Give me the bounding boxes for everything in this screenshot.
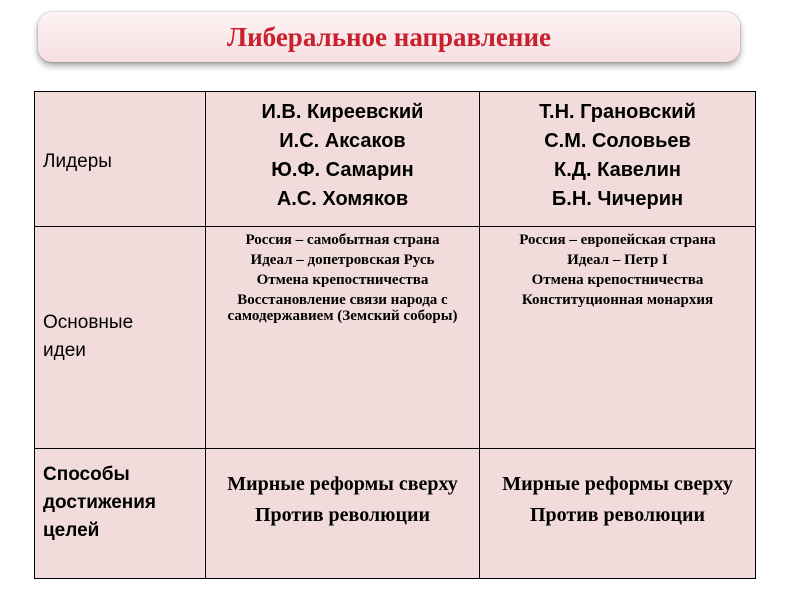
ideas-cell-left [206, 227, 480, 449]
leader-name: Ю.Ф. Самарин [271, 159, 414, 181]
row-label-text: Основные [43, 312, 134, 333]
methods-cell-left [206, 449, 480, 579]
method-item: Мирные реформы сверху [227, 473, 458, 495]
leader-name: И.В. Киреевский [261, 101, 424, 123]
row-label-text: Лидеры [43, 151, 112, 172]
methods-cell-right [480, 449, 756, 579]
leader-name: К.Д. Кавелин [554, 159, 681, 181]
leader-name: А.С. Хомяков [276, 188, 409, 210]
page-title: Либеральное направление [227, 21, 551, 52]
row-label-text: целей [43, 520, 100, 541]
row-label-text: идеи [43, 340, 86, 361]
method-item: Против революции [254, 504, 431, 526]
leader-name: С.М. Соловьев [544, 130, 691, 152]
idea-item: Идеал – допетровская Русь [250, 252, 435, 268]
idea-item: Россия – самобытная страна [245, 232, 440, 248]
leaders-cell-left [206, 92, 480, 227]
comparison-table [34, 91, 756, 579]
leader-name: Б.Н. Чичерин [551, 188, 684, 210]
title-banner [38, 12, 740, 62]
leader-name: И.С. Аксаков [279, 130, 406, 152]
idea-item: Идеал – Петр I [567, 252, 668, 268]
row-label-ideas [35, 227, 206, 449]
method-item: Мирные реформы сверху [502, 473, 733, 495]
idea-item: Отмена крепостничества [256, 272, 429, 288]
method-item: Против революции [529, 504, 706, 526]
row-label-leaders [35, 92, 206, 227]
idea-item: Россия – европейская страна [519, 232, 716, 248]
ideas-cell-right [480, 227, 756, 449]
row-label-text: достижения [43, 492, 156, 513]
table-row-leaders [35, 92, 756, 227]
row-label-text: Способы [43, 464, 130, 485]
table-row-methods [35, 449, 756, 579]
idea-item: Отмена крепостничества [531, 272, 704, 288]
leaders-cell-right [480, 92, 756, 227]
idea-item: Восстановление связи народа с самодержавием (Земский соборы) [227, 292, 458, 324]
row-label-methods [35, 449, 206, 579]
table-row-ideas [35, 227, 756, 449]
leader-name: Т.Н. Грановский [539, 101, 696, 123]
idea-item: Конституционная монархия [521, 292, 714, 308]
